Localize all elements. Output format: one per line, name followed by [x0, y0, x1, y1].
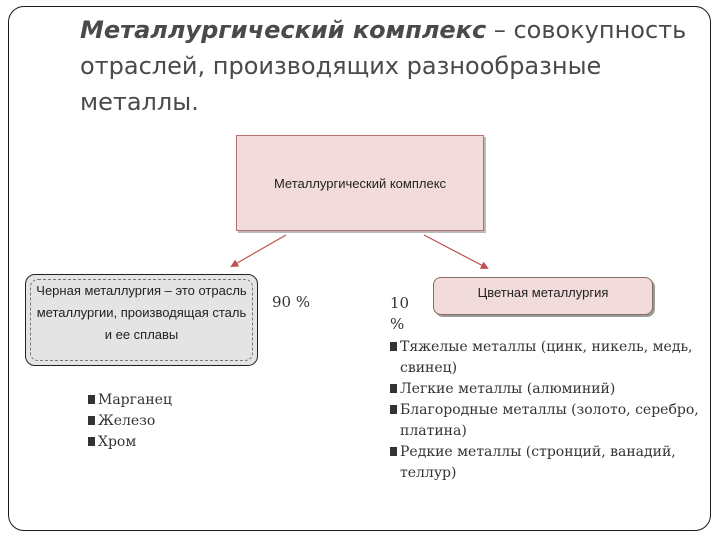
- list-item-text: Тяжелые металлы (цинк, никель, медь, свинец): [400, 339, 693, 376]
- nonferrous-items-list: [390, 337, 700, 484]
- ferrous-node-inner-border: [30, 279, 253, 361]
- square-bullet-icon: [390, 447, 397, 456]
- list-item: [390, 337, 700, 379]
- list-item-text: Редкие металлы (стронций, ванадий, теллур): [400, 444, 676, 481]
- nonferrous-node-label: Цветная металлургия: [477, 285, 609, 300]
- ferrous-node-label: Черная металлургия – это отрасль металлургии, производящая сталь и ее сплавы: [36, 283, 247, 342]
- square-bullet-icon: [390, 384, 397, 393]
- list-item: [88, 432, 258, 453]
- slide-title: [80, 12, 700, 120]
- list-item-text: Легкие металлы (алюминий): [400, 381, 616, 397]
- ferrous-share: 90 %: [272, 293, 311, 311]
- nonferrous-node: [433, 277, 653, 315]
- list-item: [390, 379, 700, 400]
- list-item: [390, 400, 700, 442]
- square-bullet-icon: [390, 342, 397, 351]
- root-node-label: Металлургический комплекс: [273, 175, 447, 191]
- list-item-text: Хром: [98, 434, 137, 450]
- list-item-text: Марганец: [98, 392, 172, 408]
- nonferrous-share: 10 %: [390, 294, 410, 333]
- title-term: Металлургический комплекс: [80, 16, 487, 44]
- ferrous-items-list: [88, 390, 258, 453]
- square-bullet-icon: [88, 437, 95, 446]
- list-item: [88, 411, 258, 432]
- square-bullet-icon: [88, 416, 95, 425]
- list-item: [88, 390, 258, 411]
- title-definition: – совокупность отраслей, производящих разнообразные металлы.: [80, 16, 687, 116]
- square-bullet-icon: [390, 405, 397, 414]
- list-item: [390, 442, 700, 484]
- square-bullet-icon: [88, 395, 95, 404]
- list-item-text: Железо: [98, 413, 156, 429]
- root-node: [236, 135, 484, 231]
- list-item-text: Благородные металлы (золото, серебро, платина): [400, 402, 699, 439]
